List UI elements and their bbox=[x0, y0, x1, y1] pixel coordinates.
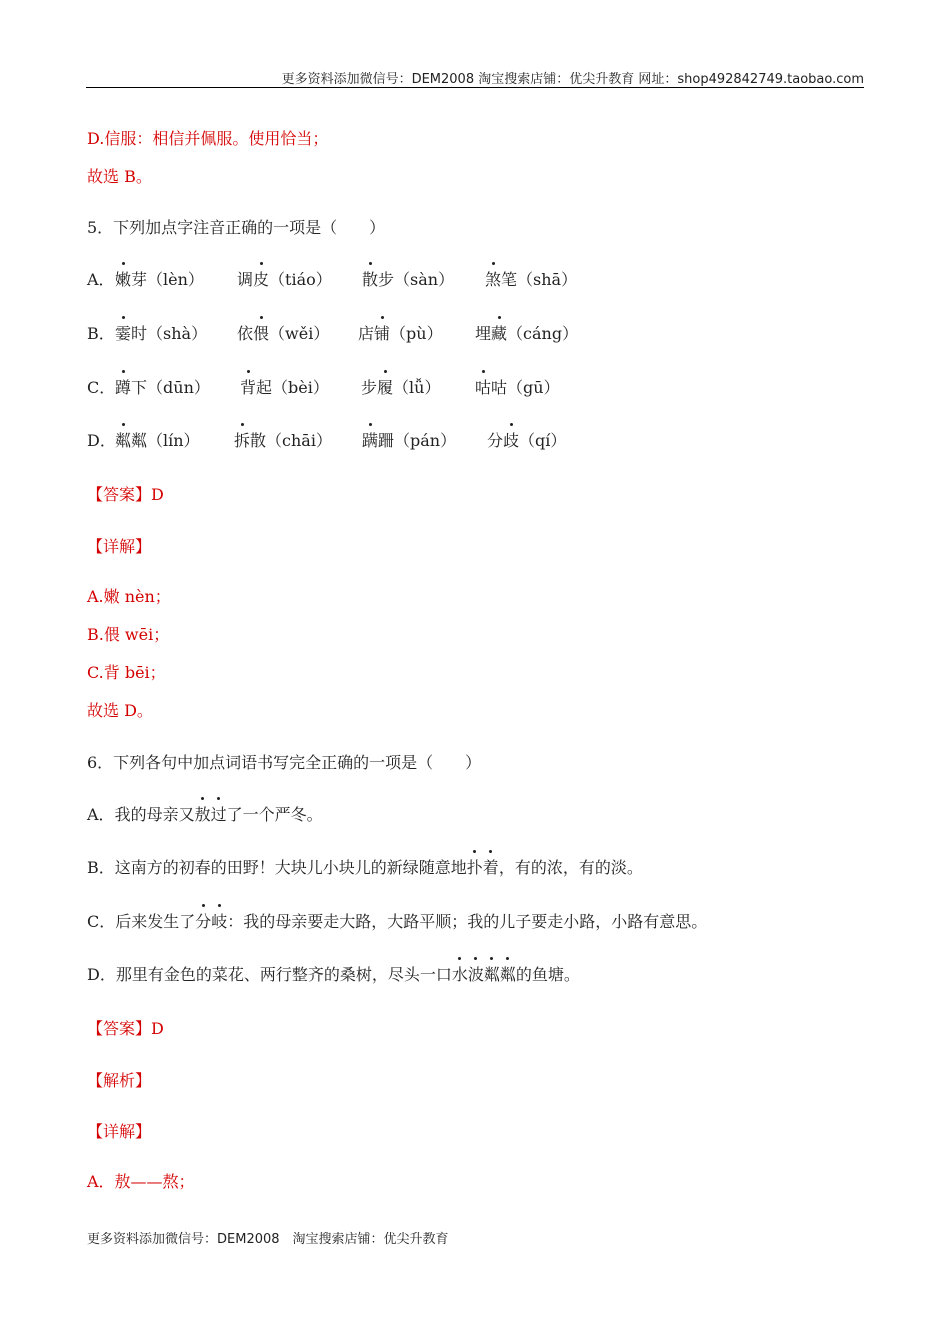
dotted-char: 皮 bbox=[253, 270, 270, 289]
dotted-char: 铺 bbox=[374, 324, 391, 343]
dotted-char: 水 bbox=[451, 965, 468, 984]
page-footer: 更多资料添加微信号：DEM2008 淘宝搜索店铺：优尖升教育 bbox=[87, 1232, 449, 1247]
dotted-char: 过 bbox=[210, 805, 227, 824]
option-letter: A． bbox=[87, 270, 115, 289]
q5-answer: 【答案】D bbox=[87, 485, 164, 504]
pinyin-item: 背起（bèi） bbox=[240, 378, 329, 397]
q6-analysis-label: 【解析】 bbox=[87, 1071, 152, 1090]
q6-stem: 6．下列各句中加点词语书写完全正确的一项是（ ） bbox=[87, 753, 482, 772]
prev-conclusion: 故选 B。 bbox=[87, 167, 152, 186]
pinyin-item: 蹲下（dūn） bbox=[115, 378, 210, 397]
q6-option-d: D．那里有金色的菜花、两行整齐的桑树，尽头一口水波粼粼的鱼塘。 bbox=[87, 965, 580, 984]
dotted-char: 粼 bbox=[115, 431, 132, 450]
q5-conclusion: 故选 D。 bbox=[87, 701, 153, 720]
dotted-char: 蹒 bbox=[362, 431, 379, 450]
dotted-char: 霎 bbox=[115, 324, 132, 343]
dotted-char: 分 bbox=[195, 912, 212, 931]
dotted-char: 偎 bbox=[253, 324, 270, 343]
q5-detail-label: 【详解】 bbox=[87, 537, 152, 556]
pinyin-item: 店铺（pù） bbox=[358, 324, 443, 343]
q6-detail-label: 【详解】 bbox=[87, 1122, 152, 1141]
header-divider bbox=[86, 87, 864, 88]
pinyin-item: 粼粼（lín） bbox=[115, 431, 200, 450]
pinyin-item: 依偎（wěi） bbox=[237, 324, 330, 343]
dotted-char: 蹲 bbox=[115, 378, 132, 397]
q5-note-b: B.偎 wēi； bbox=[87, 625, 170, 644]
pinyin-item: 煞笔（shā） bbox=[485, 270, 578, 289]
pinyin-item: 蹒跚（pán） bbox=[362, 431, 457, 450]
q6-option-c: C．后来发生了分岐：我的母亲要走大路，大路平顺；我的儿子要走小路，小路有意思。 bbox=[87, 912, 708, 931]
q5-note-a: A.嫩 nèn； bbox=[87, 587, 171, 606]
q5-stem: 5．下列加点字注音正确的一项是（ ） bbox=[87, 218, 386, 237]
dotted-char: 藏 bbox=[491, 324, 508, 343]
pinyin-item: 咕咕（gū） bbox=[475, 378, 560, 397]
dotted-char: 敖 bbox=[194, 805, 211, 824]
dotted-char: 粼 bbox=[499, 965, 516, 984]
q5-note-c: C.背 bēi； bbox=[87, 663, 166, 682]
pinyin-item: 拆散（chāi） bbox=[234, 431, 332, 450]
dotted-char: 岐 bbox=[211, 912, 228, 931]
q6-option-b: B．这南方的初春的田野！大块儿小块儿的新绿随意地扑着，有的浓，有的淡。 bbox=[87, 858, 643, 877]
dotted-char: 扑 bbox=[466, 858, 483, 877]
pinyin-item: 散步（sàn） bbox=[362, 270, 455, 289]
q6-option-a: A．我的母亲又敖过了一个严冬。 bbox=[87, 805, 323, 824]
pinyin-item: 分歧（qí） bbox=[487, 431, 567, 450]
pinyin-item: 嫩芽（lèn） bbox=[115, 270, 204, 289]
pinyin-item: 步履（lǚ） bbox=[361, 378, 441, 397]
pinyin-item: 调皮（tiáo） bbox=[237, 270, 332, 289]
dotted-char: 嫩 bbox=[115, 270, 132, 289]
dotted-char: 拆 bbox=[234, 431, 251, 450]
option-letter: D． bbox=[87, 431, 116, 450]
option-letter: B． bbox=[87, 324, 115, 343]
page-header: 更多资料添加微信号：DEM2008 淘宝搜索店铺：优尖升教育 网址：shop492842749.taobao.com bbox=[281, 72, 864, 87]
dotted-char: 背 bbox=[240, 378, 257, 397]
dotted-char: 波 bbox=[467, 965, 484, 984]
dotted-char: 散 bbox=[362, 270, 379, 289]
q6-note-a: A．敖——熬； bbox=[87, 1172, 195, 1191]
dotted-char: 履 bbox=[377, 378, 394, 397]
dotted-char: 着 bbox=[482, 858, 499, 877]
option-letter: C． bbox=[87, 378, 116, 397]
pinyin-item: 霎时（shà） bbox=[115, 324, 208, 343]
dotted-char: 歧 bbox=[503, 431, 520, 450]
dotted-char: 煞 bbox=[485, 270, 502, 289]
dotted-char: 粼 bbox=[483, 965, 500, 984]
prev-option-d-note: D.信服：相信并佩服。使用恰当； bbox=[87, 129, 329, 148]
q6-answer: 【答案】D bbox=[87, 1019, 164, 1038]
pinyin-item: 埋藏（cáng） bbox=[475, 324, 579, 343]
dotted-char: 咕 bbox=[475, 378, 492, 397]
